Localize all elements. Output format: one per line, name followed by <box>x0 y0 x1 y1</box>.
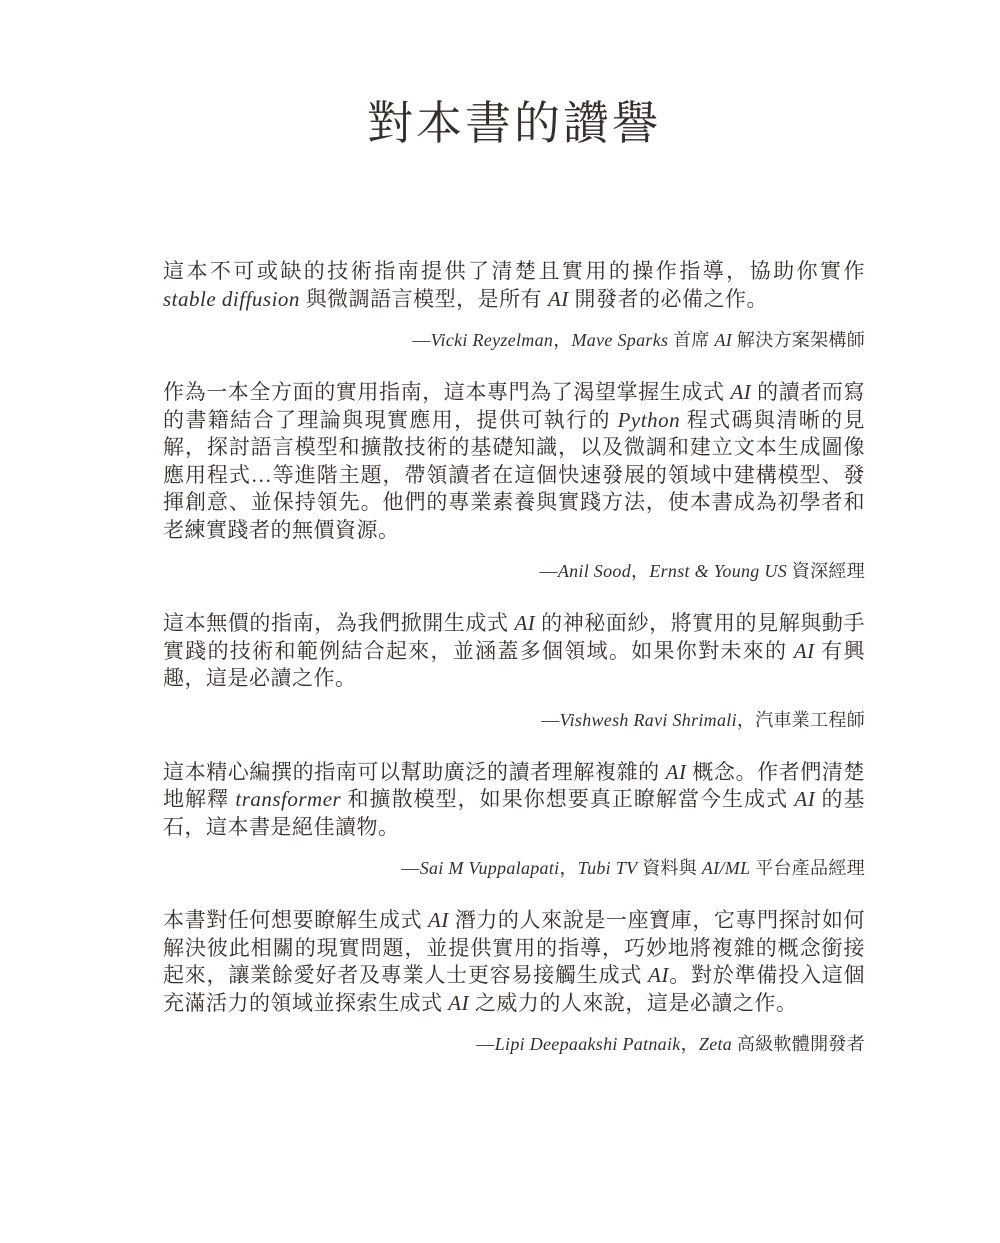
quote-attribution <box>163 855 865 882</box>
latin-italic-text: AI <box>730 380 752 404</box>
cjk-text: 這本精心編撰的指南可以幫助廣泛的讀者理解複雜的 <box>163 759 666 784</box>
cjk-text: 潛力的人來說是一座寶庫，它專門探討如何解決彼此相關的現實問題，並提供實用的指導，巧妙地將複雜的概念銜接起來，讓業餘愛好者及專業人士更容易接觸生成式 <box>163 908 866 987</box>
latin-italic-text: AI <box>448 990 470 1015</box>
latin-italic-text: Python <box>617 407 681 432</box>
cjk-text: 解決方案架構師 <box>732 330 865 350</box>
cjk-text: 有興趣，這是必讀之作。 <box>163 638 865 690</box>
latin-italic-text: Zeta <box>698 1034 733 1054</box>
cjk-text: 平台產品經理 <box>750 858 865 878</box>
quote-text <box>163 258 865 313</box>
quote-block <box>163 379 865 585</box>
quote-attribution <box>163 327 865 354</box>
cjk-text: — <box>541 709 560 730</box>
latin-italic-text: Sai M Vuppalapati <box>419 858 560 878</box>
cjk-text: 和擴散模型，如果你想要真正瞭解當今生成式 <box>341 787 795 811</box>
cjk-text: 本書對任何想要瞭解生成式 <box>163 908 429 932</box>
quote-text <box>163 379 865 544</box>
quote-block <box>163 907 865 1058</box>
cjk-text: — <box>476 1034 495 1054</box>
latin-italic-text: AI/ML <box>701 858 751 878</box>
quote-text <box>163 907 865 1017</box>
cjk-text: 首席 <box>668 330 715 350</box>
cjk-text: 作為一本全方面的實用指南，這本專門為了渴望掌握生成式 <box>163 380 731 404</box>
latin-italic-text: AI <box>665 759 687 784</box>
quote-attribution <box>163 558 865 585</box>
latin-italic-text: AI <box>793 638 815 663</box>
cjk-text: 的神秘面紗，將實用的見解與動手實踐的技術和範例結合起來，並涵蓋多個領域。如果你對未來的 <box>163 611 866 663</box>
cjk-text: 這本無價的指南，為我們掀開生成式 <box>163 611 515 635</box>
quote-block <box>163 759 865 883</box>
latin-italic-text: Lipi Deepaakshi Patnaik <box>494 1034 681 1054</box>
cjk-text: 概念。作者們清楚地解釋 <box>163 759 866 811</box>
cjk-text: 這本不可或缺的技術指南提供了清楚且實用的操作指導，協助你實作 <box>163 259 865 283</box>
cjk-text: ， <box>631 561 650 581</box>
cjk-text: 。對於準備投入這個充滿活力的領域並探索生成式 <box>163 963 866 1015</box>
latin-italic-text: Mave Sparks <box>571 330 669 350</box>
cjk-text: ， <box>559 858 578 878</box>
latin-italic-text: transformer <box>235 787 342 811</box>
cjk-text: 之威力的人來說，這是必讀之作。 <box>469 990 798 1015</box>
cjk-text: 的讀者而寫的書籍結合了理論與現實應用，提供可執行的 <box>163 380 866 432</box>
latin-italic-text: AI <box>547 286 569 311</box>
cjk-text: ，汽車業工程師 <box>736 709 865 730</box>
quote-block <box>163 610 865 734</box>
quote-text <box>163 610 865 693</box>
cjk-text: 程式碼與清晰的見解，探討語言模型和擴散技術的基礎知識，以及微調和建立文本生成圖像應用程式…等進階主題，帶領讀者在這個快速發展的領域中建構模型、發揮創意、並保持領先。他們的專業素養與實踐方法，使本書成為初學者和老練實踐者的無價資源。 <box>163 407 866 542</box>
latin-italic-text: AI <box>514 611 536 635</box>
latin-italic-text: Anil Sood <box>557 561 632 581</box>
latin-italic-text: Ernst & Young US <box>649 561 787 581</box>
cjk-text: ， <box>553 330 572 350</box>
cjk-text: — <box>412 330 431 350</box>
cjk-text: — <box>539 561 558 581</box>
latin-italic-text: AI <box>794 787 816 811</box>
latin-italic-text: Vicki Reyzelman <box>430 330 554 350</box>
cjk-text: — <box>401 858 420 878</box>
cjk-text: 高級軟體開發者 <box>732 1034 865 1054</box>
cjk-text: 與微調語言模型，是所有 <box>299 286 548 311</box>
quotes-list <box>163 258 865 1058</box>
cjk-text: 資料與 <box>637 858 702 878</box>
quote-attribution <box>163 707 865 734</box>
latin-italic-text: Vishwesh Ravi Shrimali <box>559 709 737 730</box>
latin-italic-text: AI <box>714 330 733 350</box>
latin-italic-text: Tubi TV <box>577 858 638 878</box>
quote-attribution <box>163 1031 865 1058</box>
cjk-text: 的基石，這本書是絕佳讀物。 <box>163 787 866 839</box>
latin-italic-text: stable diffusion <box>163 286 300 311</box>
page-title: 對本書的讚譽 <box>367 98 661 149</box>
cjk-text: ， <box>680 1034 699 1054</box>
cjk-text: 資深經理 <box>787 561 865 581</box>
quote-text <box>163 759 865 842</box>
latin-italic-text: AI <box>428 908 449 932</box>
latin-italic-text: AI <box>648 963 669 987</box>
cjk-text: 開發者的必備之作。 <box>568 286 769 311</box>
quote-block <box>163 258 865 354</box>
